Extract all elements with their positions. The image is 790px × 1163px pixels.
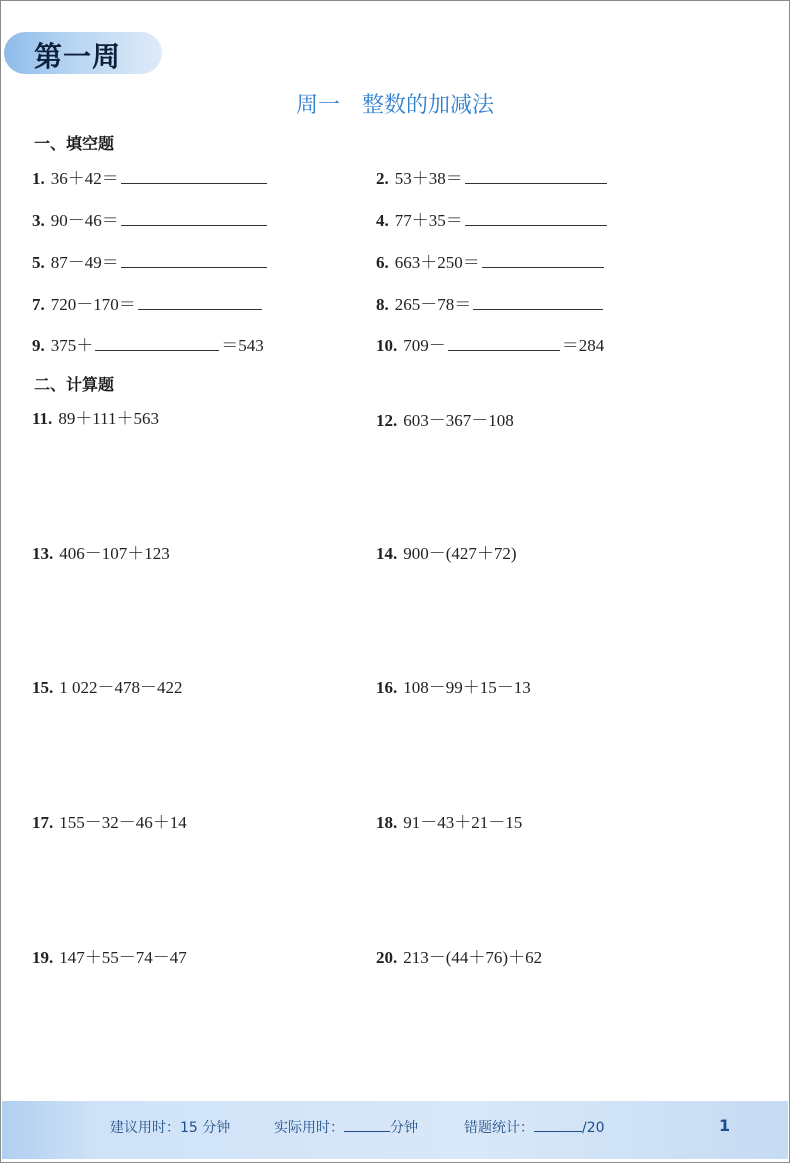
question-number: 20. [376,948,398,967]
question-expression: 900－(427＋72) [403,544,517,563]
question-expression: 36＋42＝ [50,169,119,188]
question-number: 18. [376,813,398,832]
week-tab [4,32,162,74]
question-16 [376,673,531,697]
page-number: 1 [719,1116,731,1135]
question-number: 19. [32,948,54,967]
question-expression: 709－ [403,336,446,355]
week-label: 第一周 [34,40,122,73]
question-20 [376,943,542,967]
question-expression: 213－(44＋76)＋62 [403,948,543,967]
question-number: 16. [376,678,398,697]
question-expression: 265－78＝ [394,295,472,314]
question-expression: 155－32－46＋14 [59,813,187,832]
question-9 [32,331,264,355]
question-number: 5. [32,253,45,272]
answer-blank[interactable] [465,167,607,184]
question-number: 2. [376,169,389,188]
answer-blank[interactable] [121,251,267,268]
question-number: 1. [32,169,45,188]
question-15 [32,673,183,697]
answer-blank[interactable] [448,334,560,351]
question-expression: 77＋35＝ [394,211,463,230]
question-6 [376,248,606,272]
question-expression: 87－49＝ [50,253,119,272]
question-11 [32,404,159,428]
question-number: 8. [376,295,389,314]
question-1 [32,164,269,188]
question-5 [32,248,269,272]
question-14 [376,539,517,563]
topic-label: 整数的加减法 [362,93,495,118]
error-count [464,1117,605,1137]
question-expression: 108－99＋15－13 [403,678,531,697]
question-expression: 406－107＋123 [59,544,170,563]
answer-blank[interactable] [465,209,607,226]
question-expression: 603－367－108 [403,411,514,430]
actual-time-unit: 分钟 [390,1120,418,1136]
actual-time-blank[interactable] [344,1117,390,1132]
question-number: 12. [376,411,398,430]
question-number: 17. [32,813,54,832]
question-7 [32,290,264,314]
question-18 [376,808,522,832]
answer-blank[interactable] [482,251,604,268]
actual-time-label: 实际用时： [274,1120,344,1136]
answer-blank[interactable] [121,209,267,226]
question-expression: 1 022－478－422 [59,678,183,697]
question-number: 11. [32,409,53,428]
question-number: 9. [32,336,45,355]
day-label: 周一 [295,93,340,118]
question-number: 13. [32,544,54,563]
question-expression: 89＋111＋563 [58,409,160,428]
question-result: ＝543 [221,336,264,355]
answer-blank[interactable] [473,293,603,310]
question-expression: 90－46＝ [50,211,119,230]
answer-blank[interactable] [95,334,219,351]
question-expression: 720－170＝ [50,295,136,314]
suggested-time: 建议用时：15 分钟 [110,1120,231,1136]
question-expression: 375＋ [50,336,94,355]
section-title-calculation: 二、计算题 [34,375,115,394]
question-10 [376,331,604,355]
section-title-fill-blank: 一、填空题 [34,134,115,153]
question-number: 14. [376,544,398,563]
error-count-blank[interactable] [534,1117,582,1132]
question-2 [376,164,609,188]
question-12 [376,406,514,430]
question-3 [32,206,269,230]
day-title [0,88,790,119]
question-8 [376,290,605,314]
question-result: ＝284 [561,336,605,355]
footer-bar [2,1101,788,1159]
question-number: 10. [376,336,398,355]
question-number: 3. [32,211,45,230]
question-number: 15. [32,678,54,697]
answer-blank[interactable] [121,167,267,184]
question-4 [376,206,609,230]
question-expression: 53＋38＝ [394,169,463,188]
question-number: 6. [376,253,389,272]
question-expression: 91－43＋21－15 [403,813,523,832]
question-19 [32,943,187,967]
error-count-label: 错题统计： [464,1120,534,1136]
question-expression: 147＋55－74－47 [59,948,187,967]
question-expression: 663＋250＝ [394,253,480,272]
question-number: 7. [32,295,45,314]
question-17 [32,808,187,832]
answer-blank[interactable] [138,293,262,310]
question-number: 4. [376,211,389,230]
question-13 [32,539,170,563]
actual-time [274,1117,418,1137]
error-count-total: /20 [582,1120,605,1136]
